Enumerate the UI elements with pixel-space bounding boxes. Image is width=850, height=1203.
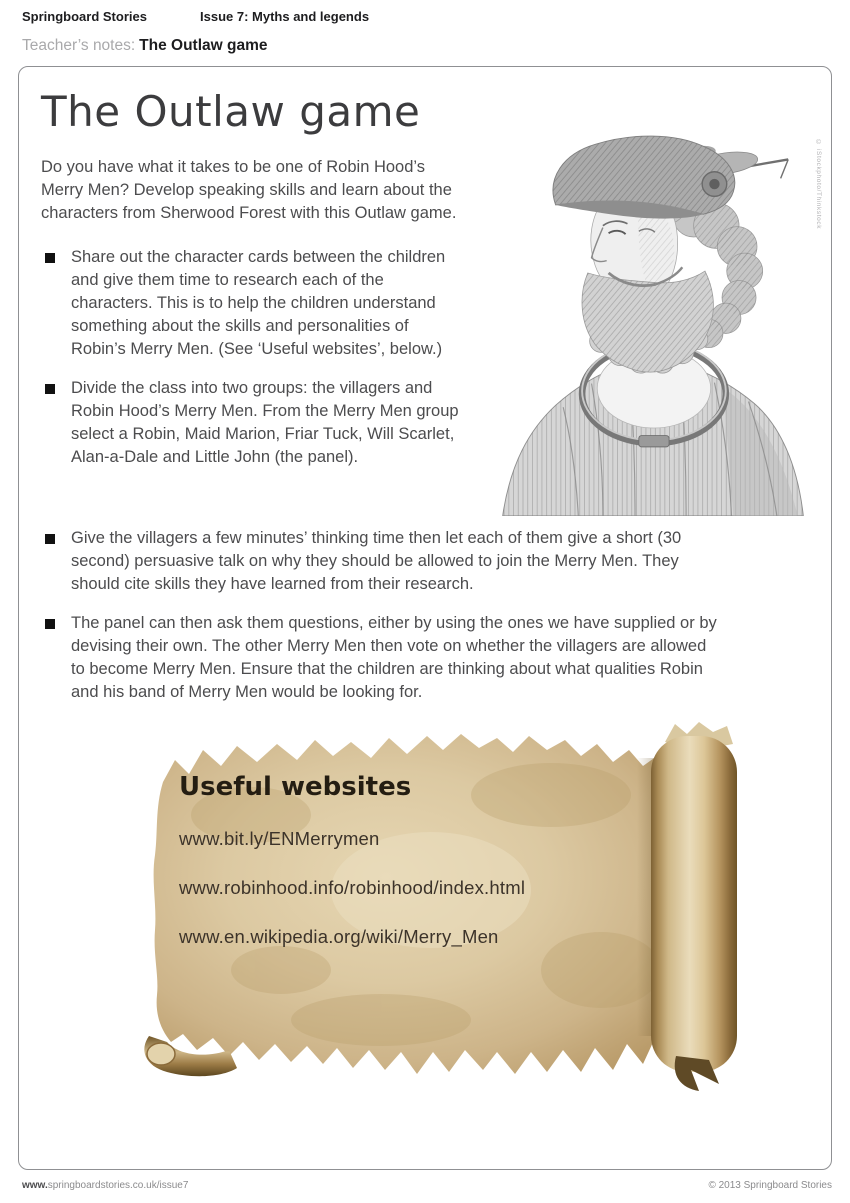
bullet-square-icon: [45, 253, 55, 263]
page-title: The Outlaw game: [41, 87, 421, 136]
bullet-square-icon: [45, 534, 55, 544]
footer-copyright: © 2013 Springboard Stories: [708, 1180, 832, 1191]
instructions-section: [41, 527, 809, 704]
brand-title: Springboard Stories: [22, 9, 147, 24]
bullet-item: [41, 612, 809, 704]
footer-url[interactable]: [22, 1180, 188, 1191]
document-subtitle: [22, 37, 268, 55]
intro-paragraph: Do you have what it takes to be one of Robin Hood’s Merry Men? Develop speaking skills and learn about the characters from Sherwood Forest with this Outlaw game.: [41, 158, 457, 222]
website-link[interactable]: www.robinhood.info/robinhood/index.html: [179, 877, 526, 898]
website-link[interactable]: www.en.wikipedia.org/wiki/Merry_Men: [179, 926, 499, 947]
footer-url-rest: springboardstories.co.uk/issue7: [47, 1180, 189, 1191]
bullet-text: Divide the class into two groups: the villagers and Robin Hood’s Merry Men. From the Merry Men group select a Robin, Maid Marion, Friar Tuck, Will Scarlet, Alan-a-Dale and Little John (the panel).: [71, 379, 459, 466]
robin-hood-engraving-image: [497, 114, 809, 516]
issue-title: Issue 7: Myths and legends: [200, 9, 370, 24]
bullet-text: Give the villagers a few minutes’ thinking time then let each of them give a short (30 second) persuasive talk on why they should be allowed to join the Merry Men. They should cite skills they have learned from their research.: [71, 529, 682, 593]
bullet-text: The panel can then ask them questions, either by using the ones we have supplied or by devising their own. The other Merry Men then vote on whether the villagers are allowed to become Merry Men. Ensure that the children are thinking about what qualities Robin and his band of Merry Men would be looking for.: [71, 614, 717, 701]
bullet-square-icon: [45, 384, 55, 394]
footer-url-www: www.: [22, 1180, 48, 1191]
scroll-roll: [651, 736, 737, 1072]
robin-hood-portrait: [497, 114, 809, 521]
image-credit: © iStockphoto/Thinkstock: [815, 139, 822, 230]
parchment-scroll: [131, 720, 759, 1092]
intro-section: [41, 156, 809, 521]
notes-title: The Outlaw game: [139, 37, 268, 54]
intro-column: [41, 156, 465, 521]
content-panel: [18, 66, 832, 1170]
feathered-cap: [553, 136, 788, 219]
notes-prefix: Teacher’s notes:: [22, 37, 136, 54]
bullet-item: [41, 377, 465, 469]
useful-websites-section: [179, 772, 649, 975]
bullet-item: [41, 527, 809, 596]
useful-websites-heading: Useful websites: [179, 772, 412, 802]
website-link[interactable]: www.bit.ly/ENMerrymen: [179, 828, 380, 849]
bullet-text: Share out the character cards between the children and give them time to research each of the characters. This is to help the children understand something about the skills and personalities of Robin’s Merry Men. (See ‘Useful websites’, below.): [71, 248, 446, 358]
bullet-square-icon: [45, 619, 55, 629]
bullet-item: [41, 246, 465, 361]
